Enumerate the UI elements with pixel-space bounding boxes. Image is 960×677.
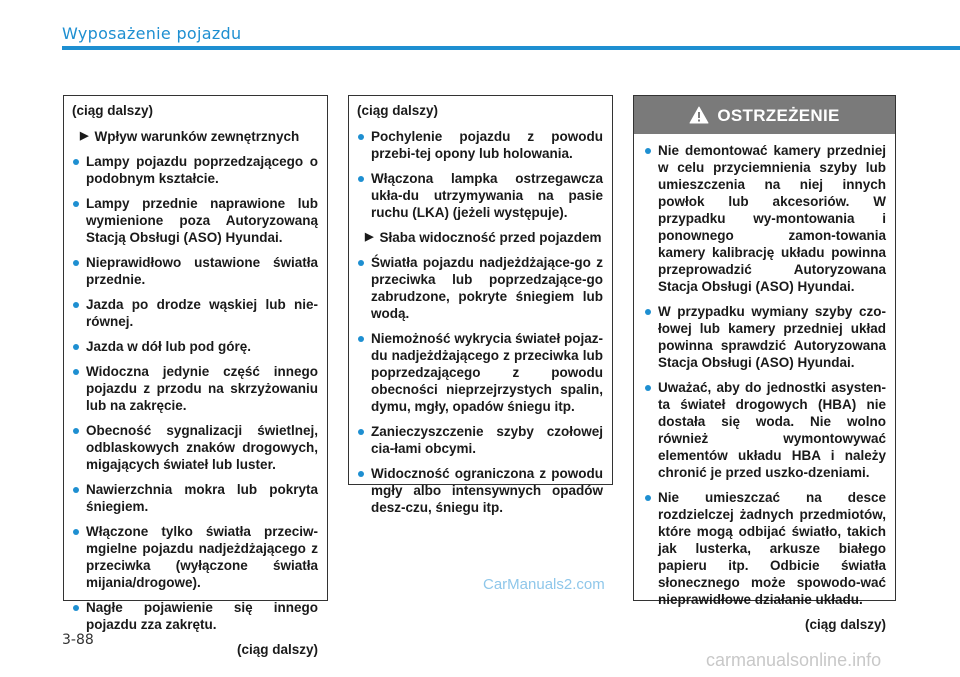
list-item: Nieprawidłowo ustawione światła przednie.: [72, 254, 318, 288]
subheading-text: Słaba widoczność przed pojazdem: [379, 230, 602, 245]
continued-label-bottom: (ciąg dalszy): [804, 617, 886, 632]
header-rule: [62, 46, 960, 50]
list-item: Jazda po drodze wąskiej lub nie-równej.: [72, 296, 318, 330]
warning-box: [633, 95, 896, 632]
triangle-right-icon: ▶: [365, 231, 374, 243]
subheading: [365, 229, 603, 246]
list-item: W przypadku wymiany szyby czo-łowej lub kamery przedniej układ powinna sprawdzić Autoryzowana Stacja Obsługi (ASO) Hyundai.: [644, 303, 886, 371]
list-item: Włączone tylko światła przeciw-mgielne pojazdu nadjeżdżającego z przeciwka (wyłączone światła mijania/drogowe).: [72, 523, 318, 591]
list-item: Widoczna jedynie część innego pojazdu z przodu na skrzyżowaniu lub na zakręcie.: [72, 363, 318, 414]
warning-body: [634, 134, 895, 633]
warning-header: [634, 96, 895, 134]
list-item: Jazda w dół lub pod górę.: [72, 338, 318, 355]
list-item: Światła pojazdu nadjeżdżające-go z przeciwka lub poprzedzające-go zabrudzone, pokryte śniegiem lub wodą.: [357, 254, 603, 322]
warning-list: [644, 142, 886, 608]
condition-list: [357, 128, 603, 221]
warning-title: OSTRZEŻENIE: [717, 105, 840, 125]
page-number: 3-88: [62, 632, 94, 648]
subheading-text: Wpływ warunków zewnętrznych: [94, 129, 300, 144]
list-item: Pochylenie pojazdu z powodu przebi-tej opony lub holowania.: [357, 128, 603, 162]
subheading: [80, 128, 318, 145]
list-item: Nie umieszczać na desce rozdzielczej żadnych przedmiotów, które mogą odbijać światło, takich jak lusterka, arkusze białego papieru itp. Odbicie światła słonecznego może spowodo-wać nieprawidłowe działanie układu.: [644, 489, 886, 608]
watermark: CarManuals2.com: [483, 576, 605, 593]
list-item: Lampy przednie naprawione lub wymienione poza Autoryzowaną Stacją Obsługi (ASO) Hyundai.: [72, 195, 318, 246]
list-item: Uważać, aby do jednostki asysten-ta świateł drogowych (HBA) nie dostała się woda. Nie wolno również wymontowywać elementów układu HBA i należy chronić je przed uszko-dzeniami.: [644, 379, 886, 481]
section-title: Wyposażenie pojazdu: [62, 24, 242, 43]
list-item: Włączona lampka ostrzegawcza ukła-du utrzymywania na pasie ruchu (LKA) (jeżeli występuje).: [357, 170, 603, 221]
list-item: Nagłe pojawienie się innego pojazdu zza zakrętu.: [72, 599, 318, 633]
list-item: Nawierzchnia mokra lub pokryta śniegiem.: [72, 481, 318, 515]
triangle-right-icon: ▶: [80, 130, 89, 142]
warning-triangle-icon: [689, 106, 709, 124]
list-item: Niemożność wykrycia świateł pojaz-du nadjeżdżającego z przeciwka lub poprzedzającego z powodu obecności nieprzejrzystych spalin, dymu, mgły, opadów śniegu itp.: [357, 330, 603, 415]
list-item: Nie demontować kamery przedniej w celu przyciemnienia szyby lub umieszczenia na niej innych powłok lub akcesoriów. W przypadku wy-montowania i ponownego zamon-towania kamery kalibrację układu powinna przeprowadzić Autoryzowana Stacja Obsługi (ASO) Hyundai.: [644, 142, 886, 295]
list-item: Lampy pojazdu poprzedzającego o podobnym kształcie.: [72, 153, 318, 187]
continued-label-top: (ciąg dalszy): [72, 103, 154, 118]
list-item: Zanieczyszczenie szyby czołowej cia-łami obcymi.: [357, 423, 603, 457]
continued-label-bottom: (ciąg dalszy): [236, 642, 318, 657]
condition-list: [72, 153, 318, 633]
list-item: Obecność sygnalizacji świetlnej, odblaskowych znaków drogowych, migających świateł lub luster.: [72, 422, 318, 473]
list-item: Widoczność ograniczona z powodu mgły albo intensywnych opadów desz-czu, śniegu itp.: [357, 465, 603, 516]
visibility-list: [357, 254, 603, 516]
continued-label-top: (ciąg dalszy): [357, 103, 439, 118]
info-box-visibility: [348, 95, 613, 515]
footer-watermark: carmanualsonline.info: [706, 650, 882, 670]
